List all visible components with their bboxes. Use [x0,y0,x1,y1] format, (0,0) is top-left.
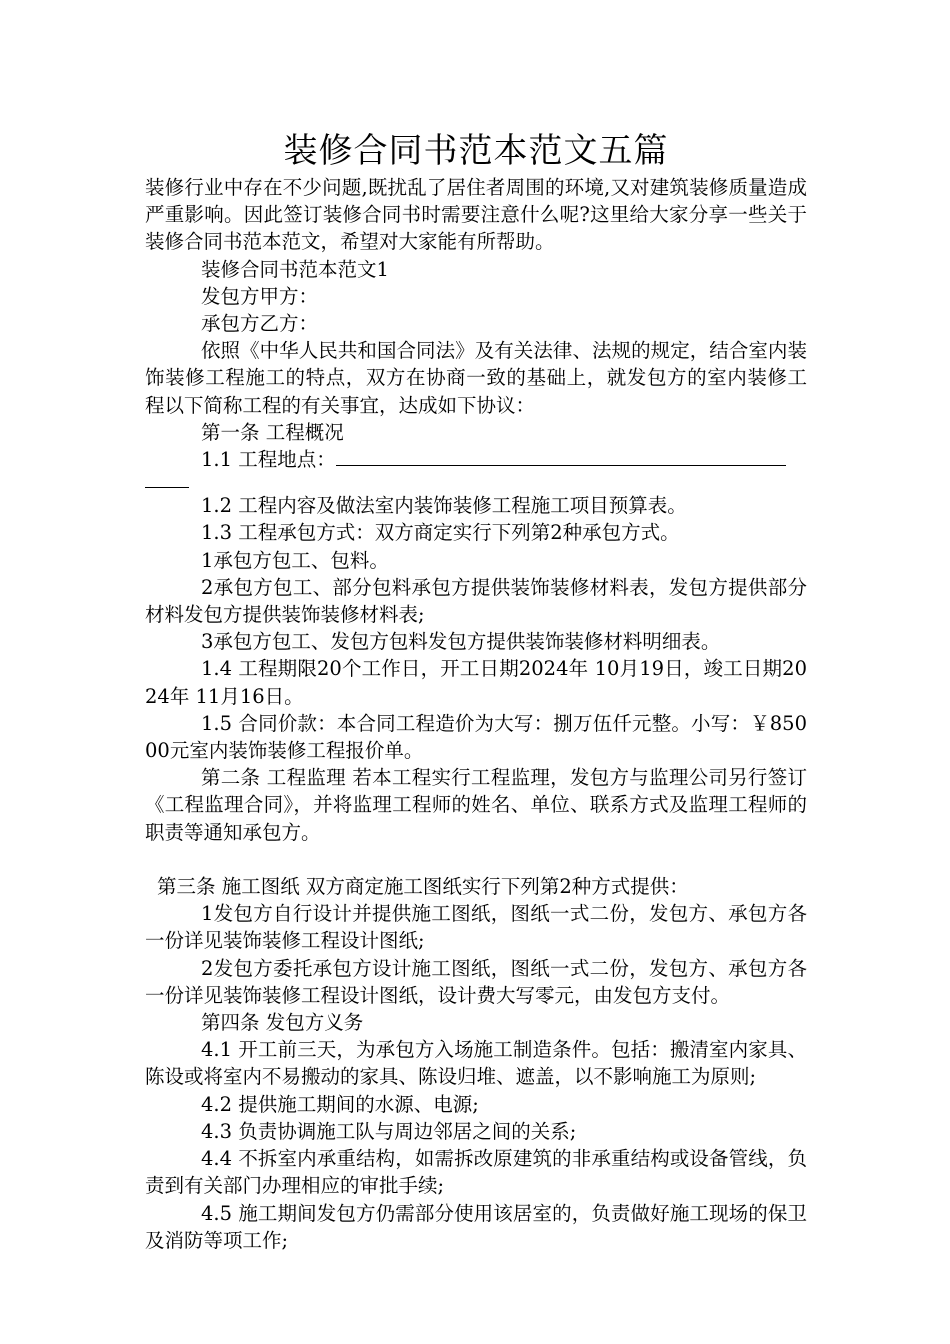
clause-4-3: 4.3 负责协调施工队与周边邻居之间的关系; [201,1119,577,1143]
article-3: 第三条 施工图纸 双方商定施工图纸实行下列第2种方式提供： [157,875,689,899]
address-fill-line-tail [145,473,189,488]
clause-4-2: 4.2 提供施工期间的水源、电源; [201,1092,479,1116]
intro-paragraph: 装修行业中存在不少问题,既扰乱了居住者周围的环境,又对建筑装修质量造成严重影响。因此签订装修合同书时需要注意什么呢?这里给大家分享一些关于装修合同书范本范文，希望对大家能有所帮助。 [145,176,807,254]
option-3: 3承包方包工、发包方包料发包方提供装饰装修材料明细表。 [201,630,721,654]
clause-4-5: 4.5 施工期间发包方仍需部分使用该居室的，负责做好施工现场的保卫及消防等项工作; [145,1201,807,1252]
party-a-line: 发包方甲方： [201,284,319,308]
clause-1-2: 1.2 工程内容及做法室内装饰装修工程施工项目预算表。 [201,494,687,518]
blank-line [145,846,807,873]
clause-1-5: 1.5 合同价款：本合同工程造价为大写：捌万伍仟元整。小写：￥85000元室内装饰装修工程报价单。 [145,711,807,763]
document-title: 装修合同书范本范文五篇 [283,131,669,171]
drawing-option-1: 1发包方自行设计并提供施工图纸，图纸一式二份，发包方、承包方各一份详见装饰装修工程设计图纸; [145,902,807,953]
clause-1-3: 1.3 工程承包方式：双方商定实行下列第2种承包方式。 [201,521,680,545]
article-2: 第二条 工程监理 若本工程实行工程监理，发包方与监理公司另行签订《工程监理合同》，并将监理工程师的姓名、单位、联系方式及监理工程师的职责等通知承包方。 [145,766,807,844]
section-heading: 装修合同书范本范文1 [201,257,389,281]
clause-1-1 [145,446,807,473]
clause-4-1: 4.1 开工前三天，为承包方入场施工制造条件。包括：搬清室内家具、陈设或将室内不易搬动的家具、陈设归堆、遮盖，以不影响施工为原则; [145,1038,807,1089]
option-2: 2承包方包工、部分包料承包方提供装饰装修材料表，发包方提供部分材料发包方提供装饰装修材料表; [145,575,807,627]
address-fill-line [336,447,786,466]
option-1: 1承包方包工、包料。 [201,548,389,572]
article-4-heading: 第四条 发包方义务 [201,1011,364,1035]
article-1-heading: 第一条 工程概况 [201,420,344,444]
clause-1-4: 1.4 工程期限20个工作日，开工日期2024年 10月19日，竣工日期2024年 11月16日。 [145,657,807,708]
drawing-option-2: 2发包方委托承包方设计施工图纸，图纸一式二份，发包方、承包方各一份详见装饰装修工程设计图纸，设计费大写零元，由发包方支付。 [145,956,807,1007]
clause-1-1-text: 1.1 工程地点： [201,448,336,472]
party-b-line: 承包方乙方： [201,312,319,336]
document-page [145,128,807,1254]
preamble-paragraph: 依照《中华人民共和国合同法》及有关法律、法规的规定，结合室内装饰装修工程施工的特点，双方在协商一致的基础上，就发包方的室内装修工程以下简称工程的有关事宜，达成如下协议： [145,339,807,417]
clause-4-4: 4.4 不拆室内承重结构，如需拆改原建筑的非承重结构或设备管线，负责到有关部门办理相应的审批手续; [145,1147,807,1198]
